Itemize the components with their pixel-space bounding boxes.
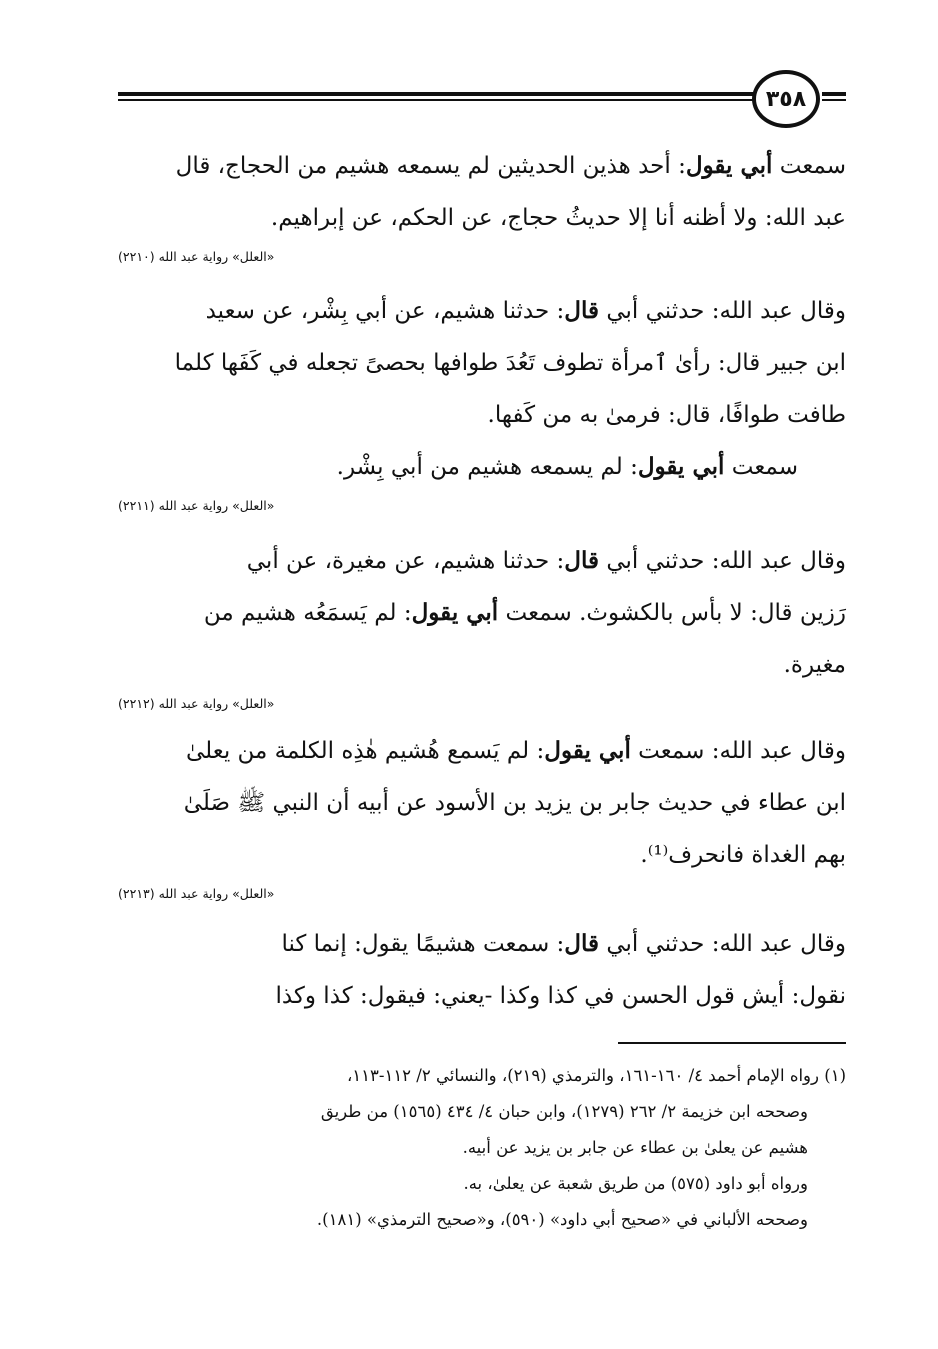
footnote-line: (١) رواه الإمام أحمد ٤/ ١٦٠-١٦١، والترمذي (٢١٩)، والنسائي ٢/ ١١٢-١١٣، [346, 1066, 846, 1085]
footnote-line: وصححه ابن خزيمة ٢/ ٢٦٢ (١٢٧٩)، وابن حبان ٤/ ٤٣٤ (١٥٦٥) من طريق [320, 1102, 808, 1121]
text-line: رَزين قال: لا بأس بالكشوث. سمعت أبي يقول: لم يَسمَعُه هشيم من [203, 599, 846, 626]
header-rule-right-thin [822, 99, 846, 101]
text-line: وقال عبد الله: حدثني أبي قال: حدثنا هشيم، عن أبي بِشْر، عن سعيد [205, 297, 846, 324]
text-line: وقال عبد الله: حدثني أبي قال: حدثنا هشيم، عن مغيرة، عن أبي [246, 547, 846, 574]
text-line: بهم الغداة فانحرف⁽¹⁾. [640, 842, 846, 868]
footnotes [118, 1058, 846, 1238]
header-rule-thick [118, 92, 758, 96]
source-citation: «العلل» رواية عبد الله (٢٢١١) [118, 498, 275, 513]
text-line: طافت طوافًا، قال: فرمىٰ به من كَفها. [487, 402, 846, 428]
page-number-badge [752, 70, 820, 128]
footnote-line: وصححه الألباني في «صحيح أبي داود» (٥٩٠)، و«صحيح الترمذي» (١٨١). [316, 1210, 808, 1229]
text-line: سمعت أبي يقول: لم يسمعه هشيم من أبي بِشْر. [336, 453, 798, 480]
text-line: عبد الله: ولا أظنه أنا إلا حديثُ حجاج، عن الحكم، عن إبراهيم. [270, 205, 846, 231]
paragraph-2 [118, 285, 846, 519]
footnote-line: هشيم عن يعلىٰ بن عطاء عن جابر بن يزيد عن أبيه. [462, 1138, 808, 1157]
page-number: ٣٥٨ [765, 86, 807, 112]
footnote-line: ورواه أبو داود (٥٧٥) من طريق شعبة عن يعلىٰ، به. [463, 1174, 808, 1193]
footnote-separator [618, 1042, 846, 1044]
header-rule-right-thick [822, 92, 846, 96]
text-line: وقال عبد الله: سمعت أبي يقول: لم يَسمع هُشيم هٰذِه الكلمة من يعلىٰ [185, 737, 846, 764]
text-line: نقول: أيش قول الحسن في كذا وكذا -يعني: فيقول: كذا وكذا [275, 983, 846, 1009]
paragraph-1 [118, 140, 846, 270]
paragraph-5 [118, 918, 846, 1022]
text-line: ابن عطاء في حديث جابر بن يزيد بن الأسود عن أبيه أن النبي ﷺ صَلَىٰ [183, 790, 846, 816]
source-citation: «العلل» رواية عبد الله (٢٢١٣) [118, 886, 275, 901]
source-citation: «العلل» رواية عبد الله (٢٢١٠) [118, 249, 275, 264]
text-line: سمعت أبي يقول: أحد هذين الحديثين لم يسمعه هشيم من الحجاج، قال [175, 152, 846, 179]
paragraph-4 [118, 725, 846, 907]
header-rule-thin [118, 99, 758, 101]
text-line: ابن جبير قال: رأىٰ ٱمرأة تطوف تَعُدَ طوافها بحصىً تجعله في كَفَها كلما [174, 350, 846, 376]
text-line: مغيرة. [783, 652, 846, 678]
paragraph-3 [118, 535, 846, 717]
source-citation: «العلل» رواية عبد الله (٢٢١٢) [118, 696, 275, 711]
text-line: وقال عبد الله: حدثني أبي قال: سمعت هشيمًا يقول: إنما كنا [281, 930, 846, 957]
